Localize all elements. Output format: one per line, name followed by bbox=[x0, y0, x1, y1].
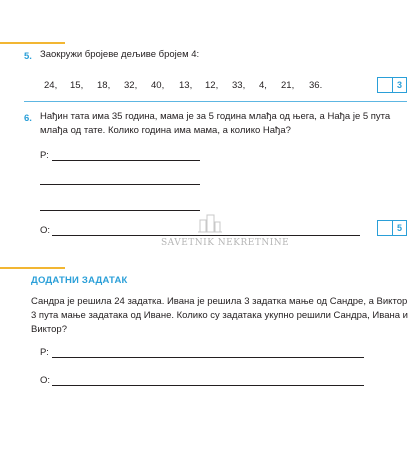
solution-line-3[interactable] bbox=[40, 210, 200, 211]
question-6-line-2: млађа од тате. Колико година има мама, а колико Нађа? bbox=[40, 125, 291, 136]
solution-label: Р: bbox=[40, 150, 49, 161]
points-box-q5[interactable] bbox=[377, 77, 407, 93]
number-item[interactable]: 33, bbox=[232, 80, 246, 91]
solution-line-2[interactable] bbox=[40, 184, 200, 185]
number-item[interactable]: 40, bbox=[151, 80, 165, 91]
question-5-number: 5. bbox=[24, 51, 32, 62]
number-item[interactable]: 12, bbox=[205, 80, 219, 91]
question-6-number: 6. bbox=[24, 113, 32, 124]
answer-line[interactable] bbox=[52, 235, 360, 236]
number-item[interactable]: 32, bbox=[124, 80, 138, 91]
points-box-q6[interactable] bbox=[377, 220, 407, 236]
number-item[interactable]: 36. bbox=[309, 80, 323, 91]
question-5-text: Заокружи бројеве дељиве бројем 4: bbox=[40, 49, 200, 60]
solution-line-1[interactable] bbox=[52, 160, 200, 161]
top-yellow-rule bbox=[0, 42, 65, 44]
extra-solution-line[interactable] bbox=[52, 357, 364, 358]
number-list bbox=[0, 80, 420, 94]
number-item[interactable]: 24, bbox=[44, 80, 58, 91]
points-entry[interactable] bbox=[378, 78, 393, 92]
number-item[interactable]: 4, bbox=[259, 80, 267, 91]
answer-label: О: bbox=[40, 225, 51, 236]
number-item[interactable]: 15, bbox=[70, 80, 84, 91]
divider bbox=[24, 101, 407, 102]
section-yellow-rule bbox=[0, 267, 65, 269]
watermark-text: SAVETNIK NEKRETNINE bbox=[161, 238, 290, 248]
points-entry[interactable] bbox=[378, 221, 393, 235]
number-item[interactable]: 13, bbox=[179, 80, 193, 91]
extra-task-line-1: Сандра је решила 24 задатка. Ивана је решила 3 задатка мање од Сандре, а Виктор bbox=[31, 296, 408, 307]
number-item[interactable]: 21, bbox=[281, 80, 295, 91]
extra-task-line-3: Виктор? bbox=[31, 324, 68, 335]
extra-answer-line[interactable] bbox=[52, 385, 364, 386]
extra-solution-label: Р: bbox=[40, 347, 49, 358]
points-max: 5 bbox=[396, 223, 402, 233]
extra-task-title: ДОДАТНИ ЗАДАТАК bbox=[31, 275, 128, 286]
question-6-line-1: Нађин тата има 35 година, мама је за 5 година млађа од њега, а Нађа је 5 пута bbox=[40, 111, 391, 122]
number-item[interactable]: 18, bbox=[97, 80, 111, 91]
extra-answer-label: О: bbox=[40, 375, 51, 386]
watermark-building-icon bbox=[197, 212, 223, 234]
extra-task-line-2: 3 пута мање задатака од Иване. Колико су задатака укупно решили Сандра, Ивана и bbox=[31, 310, 408, 321]
points-max: 3 bbox=[396, 80, 402, 90]
